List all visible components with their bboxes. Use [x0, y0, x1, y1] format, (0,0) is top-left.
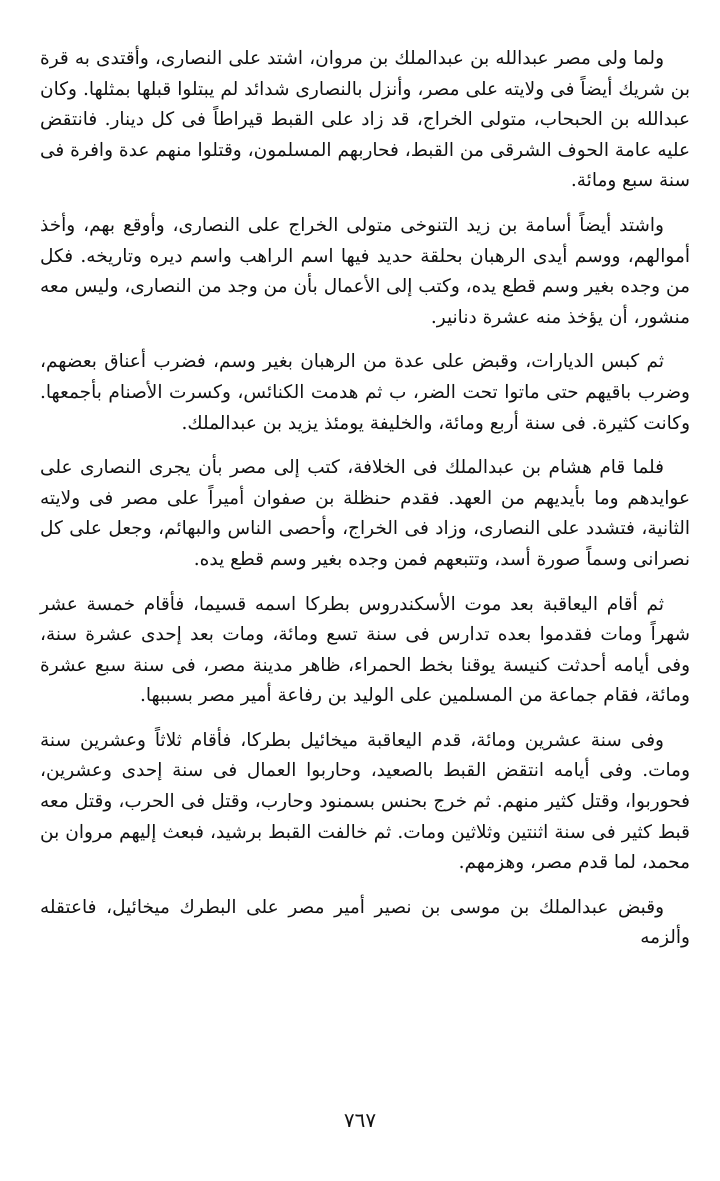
- paragraph-5: ثم أقام اليعاقبة بعد موت الأسكندروس بطركا اسمه قسيما، فأقام خمسة عشر شهراً ومات فقدموا بعده تدارس فى سنة تسع ومائة، ومات بعد إحدى عشرة سنة، وفى أيامه أحدثت كنيسة يوقنا بخط الحمراء، ظاهر مدينة مصر، فى سنة سبع عشرة ومائة، فقام جماعة من المسلمين على الوليد بن رفاعة أمير مصر بسببها.: [40, 593, 690, 707]
- paragraph-1: ولما ولى مصر عبدالله بن عبدالملك بن مروان، اشتد على النصارى، وأقتدى به قرة بن شريك أيضاً فى ولايته على مصر، وأنزل بالنصارى شدائد لم يبتلوا قبلها بمثلها. وكان عبدالله بن الحبحاب، متولى الخراج، قد زاد على القبط قيراطاً فى كل دينار. فانتقض عليه عامة الحوف الشرقى من القبط، فحاربهم المسلمون، وقتلوا منهم عدة وافرة فى سنة سبع ومائة.: [40, 48, 690, 192]
- paragraph-6: وفى سنة عشرين ومائة، قدم اليعاقبة ميخائيل بطركا، فأقام ثلاثاً وعشرين سنة ومات. وفى أيامه انتقض القبط بالصعيد، وحاربوا العمال فى سنة إحدى وعشرين، فحوربوا، وقتل كثير منهم. ثم خرج بحنس بسمنود وحارب، وقتل فى الحرب، وقتل معه قبط كثير فى سنة اثنتين وثلاثين ومات. ثم خالفت القبط برشيد، فبعث إليهم مروان بن محمد، لما قدم مصر، وهزمهم.: [40, 729, 690, 874]
- page-body: [40, 44, 690, 968]
- paragraph-7: وقبض عبدالملك بن موسى بن نصير أمير مصر على البطرك ميخائيل، فاعتقله وألزمه: [40, 896, 690, 949]
- paragraph-4: فلما قام هشام بن عبدالملك فى الخلافة، كتب إلى مصر بأن يجرى النصارى على عوايدهم وما بأيديهم من العهد. فقدم حنظلة بن صفوان أميراً على مصر فى ولايته الثانية، فتشدد على النصارى، وزاد فى الخراج، وأحصى الناس والبهائم، وجعل على كل نصرانى وسماً صورة أسد، وتتبعهم فمن وجده بغير وسم قطع يده.: [40, 457, 690, 570]
- paragraph-2: واشتد أيضاً أسامة بن زيد التنوخى متولى الخراج على النصارى، وأوقع بهم، وأخذ أموالهم، ووسم أيدى الرهبان بحلقة حديد فيها اسم الراهب واسم ديره وتاريخه. فكل من وجده بغير وسم قطع يده، وكتب إلى الأعمال بأن من وجد من النصارى، وليس معه منشور، أن يؤخذ منه عشرة دنانير.: [40, 214, 690, 328]
- page-number: ٧٦٧: [343, 1108, 377, 1132]
- paragraph-3: ثم كبس الديارات، وقبض على عدة من الرهبان بغير وسم، فضرب أعناق بعضهم، وضرب باقيهم حتى ماتوا تحت الضر، ب ثم هدمت الكنائس، وكسرت الأصنام بأجمعها. وكانت كثيرة. فى سنة أربع ومائة، والخليفة يومئذ يزيد بن عبدالملك.: [40, 351, 690, 434]
